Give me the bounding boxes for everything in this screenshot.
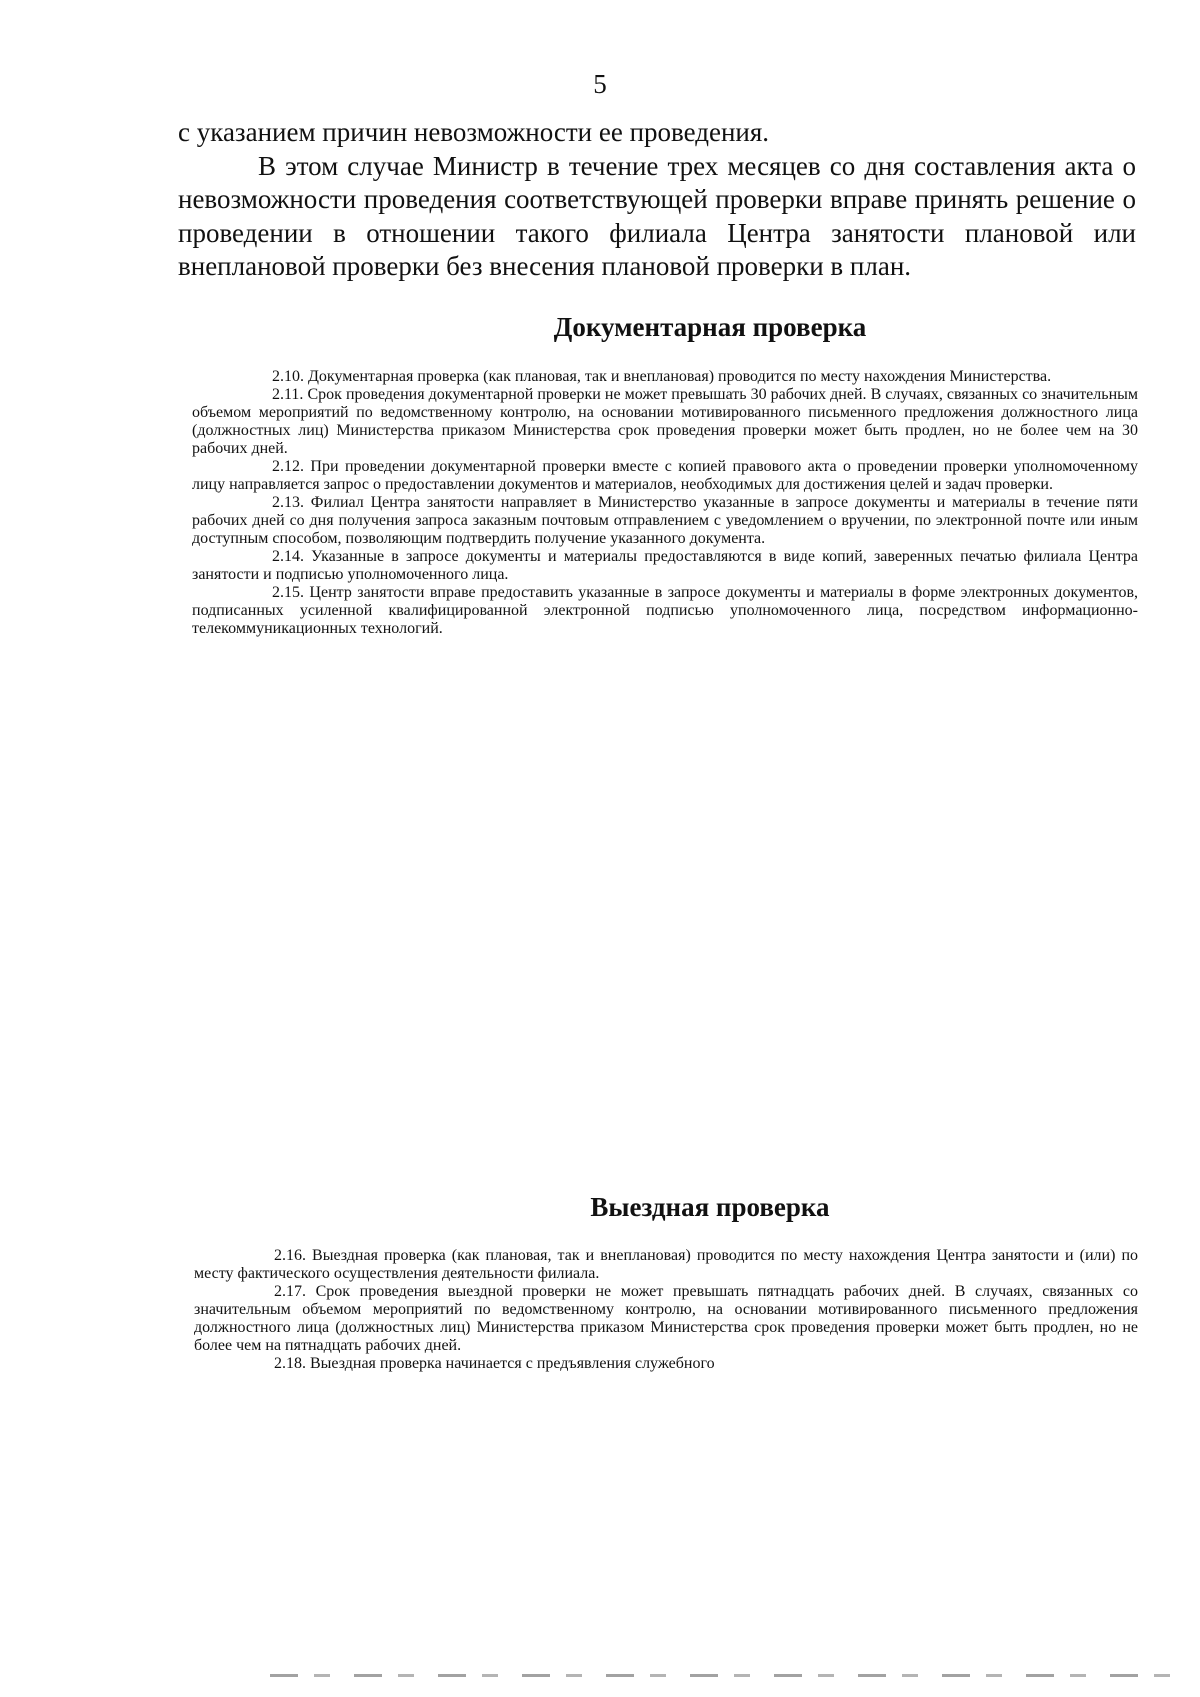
documentary-section-body [192, 368, 1138, 638]
paragraph-continuation: с указанием причин невозможности ее проведения. [178, 117, 770, 147]
clause-2-13: 2.13. Филиал Центра занятости направляет в Министерство указанные в запросе документы и материалы в течение пяти рабочих дней со дня получения запроса заказным почтовым отправлением с уведомлением о вручении, по электронной почте или иным доступным способом, позволяющим подтвердить получение указанного документа. [192, 494, 1138, 547]
onsite-section-body [194, 1247, 1138, 1373]
clause-2-11: 2.11. Срок проведения документарной проверки не может превышать 30 рабочих дней. В случаях, связанных со значительным объемом мероприятий по ведомственному контролю, на основании мотивированного письменного предложения должностного лица (должностных лиц) Министерства приказом Министерства срок проведения проверки может быть продлен, но не более чем на 30 рабочих дней. [192, 386, 1138, 457]
clause-2-14: 2.14. Указанные в запросе документы и материалы предоставляются в виде копий, заверенных печатью филиала Центра занятости и подписью уполномоченного лица. [192, 548, 1138, 583]
clause-2-18: 2.18. Выездная проверка начинается с предъявления служебного [274, 1355, 715, 1372]
intro-text [178, 116, 1136, 284]
clause-2-15: 2.15. Центр занятости вправе предоставить указанные в запросе документы и материалы в форме электронных документов, подписанных усиленной квалифицированной электронной подписью уполномоченного лица, посредством информационно-телекоммуникационных технологий. [192, 584, 1138, 637]
scan-bottom-edge [270, 1674, 1170, 1677]
clause-2-12: 2.12. При проведении документарной проверки вместе с копией правового акта о проведении проверки уполномоченному лицу направляется запрос о предоставлении документов и материалов, необходимых для достижения целей и задач проверки. [192, 458, 1138, 493]
section-heading-documentary: Документарная проверка [553, 312, 867, 342]
page-number: 5 [593, 69, 607, 99]
section-heading-onsite: Выездная проверка [590, 1192, 830, 1222]
clause-2-17: 2.17. Срок проведения выездной проверки не может превышать пятнадцать рабочих дней. В случаях, связанных со значительным объемом мероприятий по ведомственному контролю, на основании мотивированного письменного предложения должностного лица (должностных лиц) Министерства приказом Министерства срок проведения проверки может быть продлен, но не более чем на пятнадцать рабочих дней. [194, 1283, 1138, 1354]
clause-2-16: 2.16. Выездная проверка (как плановая, так и внеплановая) проводится по месту нахождения Центра занятости и (или) по месту фактического осуществления деятельности филиала. [194, 1247, 1138, 1282]
clause-2-10: 2.10. Документарная проверка (как плановая, так и внеплановая) проводится по месту нахождения Министерства. [272, 368, 1052, 385]
paragraph-minister-decision: В этом случае Министр в течение трех месяцев со дня составления акта о невозможности проведения соответствующей проверки вправе принять решение о проведении в отношении такого филиала Центра занятости плановой или внеплановой проверки без внесения плановой проверки в план. [178, 150, 1136, 282]
